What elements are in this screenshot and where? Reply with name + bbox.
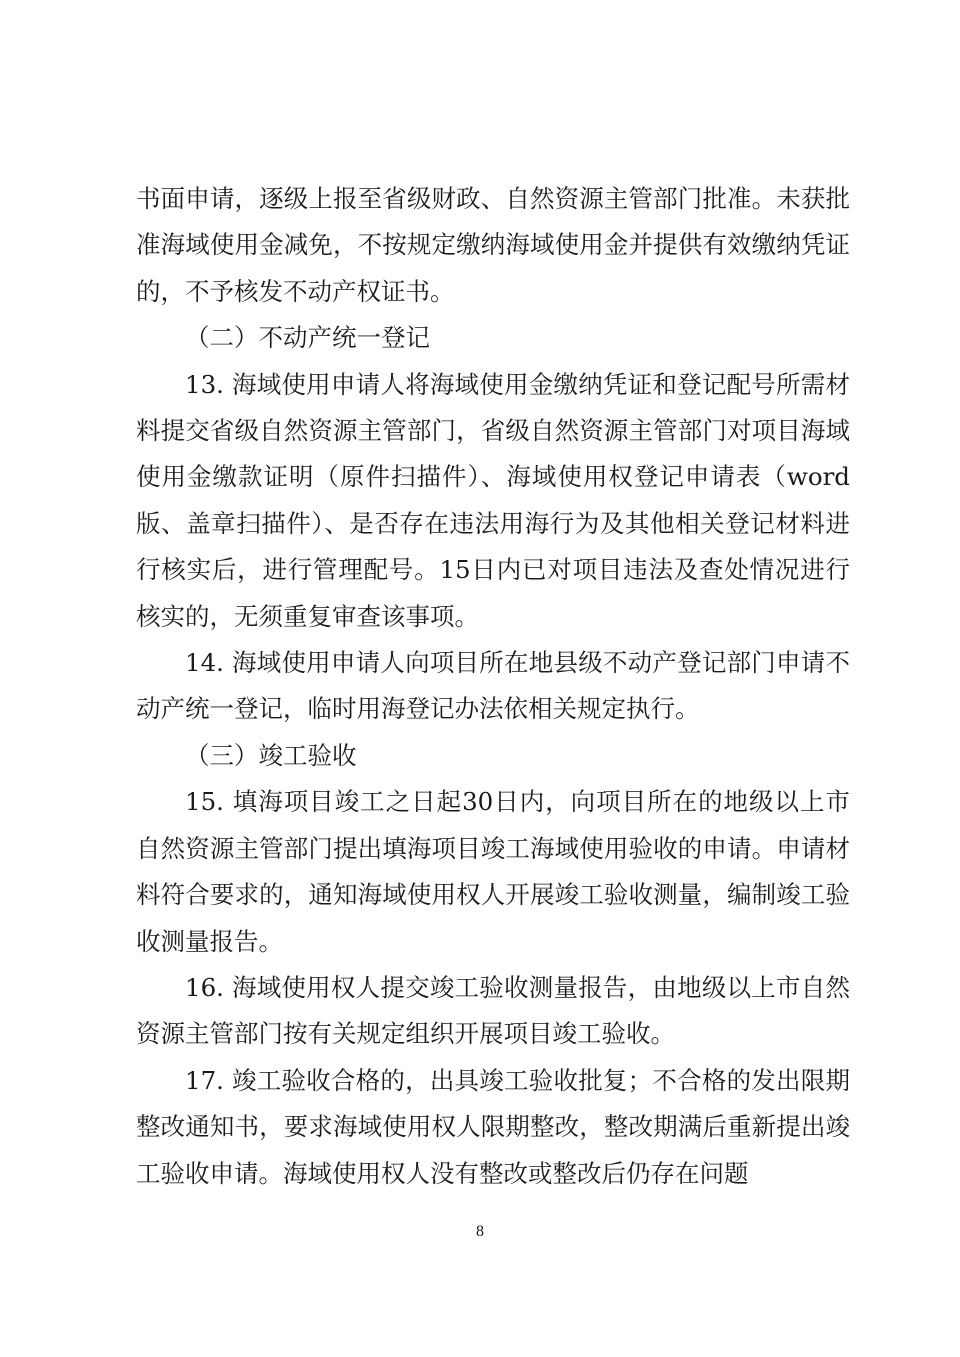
section-heading-registration: （二）不动产统一登记 bbox=[185, 323, 430, 353]
paragraph-item-15: 15. 填海项目竣工之日起30日内，向项目所在的地级以上市自然资源主管部门提出填海项目竣工海域使用验收的申请。申请材料符合要求的，通知海域使用权人开展竣工验收测量，编制竣工验收测量报告。 bbox=[136, 787, 850, 956]
section-heading-acceptance: （三）竣工验收 bbox=[185, 740, 357, 770]
document-body bbox=[136, 176, 850, 1197]
paragraph-item-13: 13. 海域使用申请人将海域使用金缴纳凭证和登记配号所需材料提交省级自然资源主管部门，省级自然资源主管部门对项目海域使用金缴款证明（原件扫描件）、海域使用权登记申请表（word版、盖章扫描件）、是否存在违法用海行为及其他相关登记材料进行核实后，进行管理配号。15日内已对项目违法及查处情况进行核实的，无须重复审查该事项。 bbox=[136, 369, 850, 631]
paragraph-item-17: 17. 竣工验收合格的，出具竣工验收批复；不合格的发出限期整改通知书，要求海域使用权人限期整改，整改期满后重新提出竣工验收申请。海域使用权人没有整改或整改后仍存在问题 bbox=[136, 1065, 850, 1188]
paragraph-item-14: 14. 海域使用申请人向项目所在地县级不动产登记部门申请不动产统一登记，临时用海登记办法依相关规定执行。 bbox=[136, 648, 850, 724]
paragraph-continuation: 书面申请，逐级上报至省级财政、自然资源主管部门批准。未获批准海域使用金减免，不按规定缴纳海域使用金并提供有效缴纳凭证的，不予核发不动产权证书。 bbox=[136, 184, 850, 306]
page-number: 8 bbox=[476, 1223, 484, 1240]
paragraph-item-16: 16. 海域使用权人提交竣工验收测量报告，由地级以上市自然资源主管部门按有关规定组织开展项目竣工验收。 bbox=[136, 972, 850, 1049]
